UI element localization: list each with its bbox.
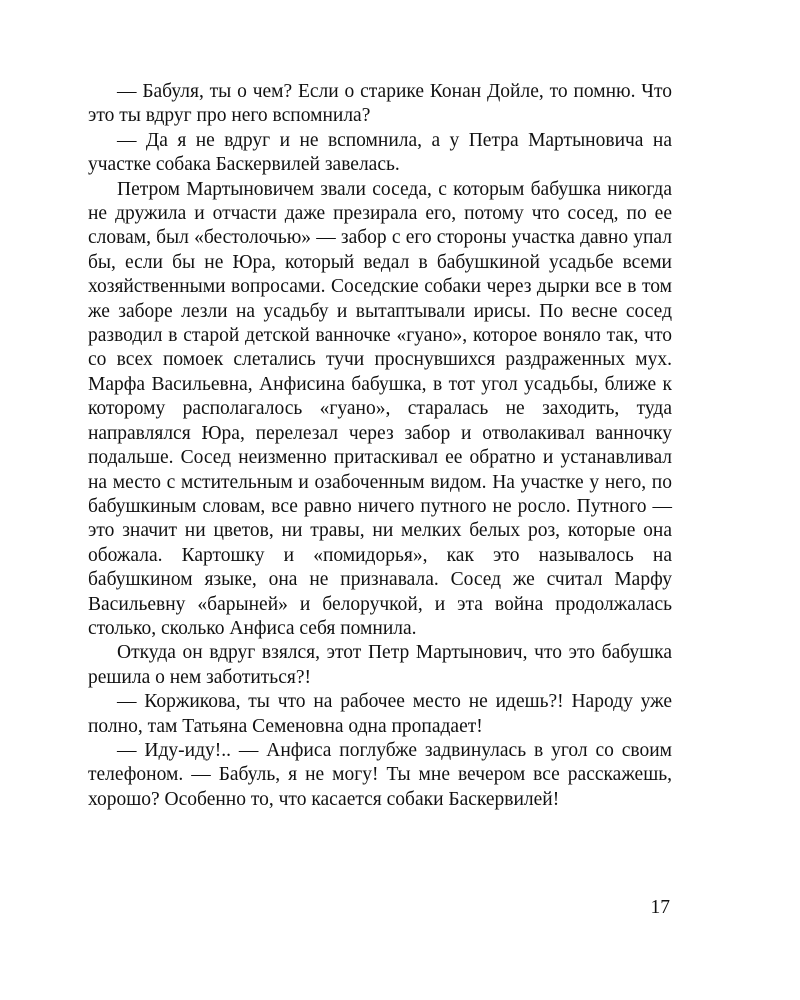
paragraph: — Коржикова, ты что на рабочее место не идешь?! Народу уже полно, там Татьяна Семеновна одна пропадает! — [88, 691, 672, 737]
page-text — [88, 80, 672, 812]
paragraph: — Иду-иду!.. — Анфиса поглубже задвинулась в угол со своим телефоном. — Бабуль, я не могу! Ты мне вечером все расскажешь, хорошо? Особенно то, что касается собаки Баскервилей! — [88, 739, 672, 810]
page-number: 17 — [650, 897, 670, 918]
paragraph: Петром Мартыновичем звали соседа, с которым бабушка никогда не дружила и отчасти даже презирала его, потому что сосед, по ее словам, был «бестолочью» — забор с его стороны участка давно упал бы, если бы не Юра, который ведал в бабушкиной усадьбе всеми хозяйственными вопросами. Соседские собаки через дырки все в том же заборе лезли на усадьбу и вытаптывали ирисы. По весне сосед разводил в старой детской ванночке «гуано», которое воняло так, что со всех помоек слетались тучи проснувшихся раздраженных мух. Марфа Васильевна, Анфисина бабушка, в тот угол усадьбы, ближе к которому располагалось «гуано», старалась не заходить, туда направлялся Юра, перелезал через забор и отволакивал ванночку подальше. Сосед неизменно притаскивал ее обратно и устанавливал на место с мстительным и озабоченным видом. На участке у него, по бабушкиным словам, все равно ничего путного не росло. Путного — это значит ни цветов, ни травы, ни мелких белых роз, которые она обожала. Картошку и «помидорья», как это называлось на бабушкином языке, она не признавала. Сосед же считал Марфу Васильевну «барыней» и белоручкой, и эта война продолжалась столько, сколько Анфиса себя помнила. — [88, 178, 672, 639]
paragraph: — Бабуля, ты о чем? Если о старике Конан Дойле, то помню. Что это ты вдруг про него вспомнила? — [88, 81, 672, 127]
paragraph: — Да я не вдруг и не вспомнила, а у Петра Мартыновича на участке собака Баскервилей завелась. — [88, 129, 672, 176]
paragraph: Откуда он вдруг взялся, этот Петр Мартынович, что это бабушка решила о нем заботиться?! — [88, 642, 672, 688]
